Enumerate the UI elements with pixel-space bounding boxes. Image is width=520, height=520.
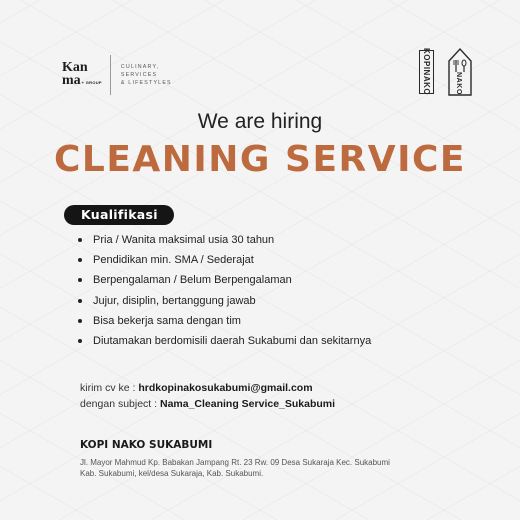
nako-logo-text: NAKO bbox=[455, 72, 462, 96]
kanma-logo-suffix: + GROUP bbox=[81, 80, 102, 85]
qualification-item: Pria / Wanita maksimal usia 30 tahun bbox=[78, 230, 371, 250]
tagline-line: & LIFESTYLES bbox=[120, 80, 172, 86]
application-instructions bbox=[80, 380, 335, 412]
qualification-item: Bisa bekerja sama dengan tim bbox=[78, 311, 371, 331]
kopinako-logo bbox=[419, 50, 434, 94]
address-line: Kab. Sukabumi, kel/desa Sukaraja, Kab. Sukabumi. bbox=[80, 469, 264, 478]
qualification-item: Diutamakan berdomisili daerah Sukabumi dan sekitarnya bbox=[78, 331, 371, 351]
company-name: KOPI NAKO SUKABUMI bbox=[80, 439, 213, 451]
tagline-line: CULINARY, bbox=[120, 64, 160, 70]
subject-label: dengan subject : bbox=[80, 398, 160, 410]
kanma-logo-line2: ma bbox=[62, 73, 81, 88]
cv-line bbox=[80, 380, 335, 396]
brand-tagline bbox=[121, 63, 181, 87]
kanma-logo bbox=[62, 61, 102, 89]
qualifications-list bbox=[78, 230, 371, 351]
hiring-intro: We are hiring bbox=[197, 110, 323, 133]
company-address bbox=[80, 457, 450, 479]
subject-line bbox=[80, 396, 335, 412]
qualification-item: Pendidikan min. SMA / Sederajat bbox=[78, 250, 371, 270]
kopinako-logo-text: KOPINAKO bbox=[422, 48, 431, 96]
qualification-item: Berpengalaman / Belum Berpengalaman bbox=[78, 270, 371, 290]
tagline-line: SERVICES bbox=[120, 72, 158, 78]
kanma-brand bbox=[62, 55, 181, 95]
qualifications-heading: Kualifikasi bbox=[64, 205, 174, 225]
application-email[interactable]: hrdkopinakosukabumi@gmail.com bbox=[138, 382, 313, 394]
position-title: CLEANING SERVICE bbox=[53, 139, 467, 180]
kanma-logo-line1: Kan bbox=[62, 60, 88, 75]
cv-label: kirim cv ke : bbox=[80, 382, 139, 394]
email-subject: Nama_Cleaning Service_Sukabumi bbox=[159, 398, 336, 410]
brand-divider bbox=[110, 55, 111, 95]
qualification-item: Jujur, disiplin, bertanggung jawab bbox=[78, 291, 371, 311]
address-line: Jl. Mayor Mahmud Kp. Babakan Jampang Rt. 23 Rw. 09 Desa Sukaraja Kec. Sukabumi bbox=[80, 458, 390, 467]
